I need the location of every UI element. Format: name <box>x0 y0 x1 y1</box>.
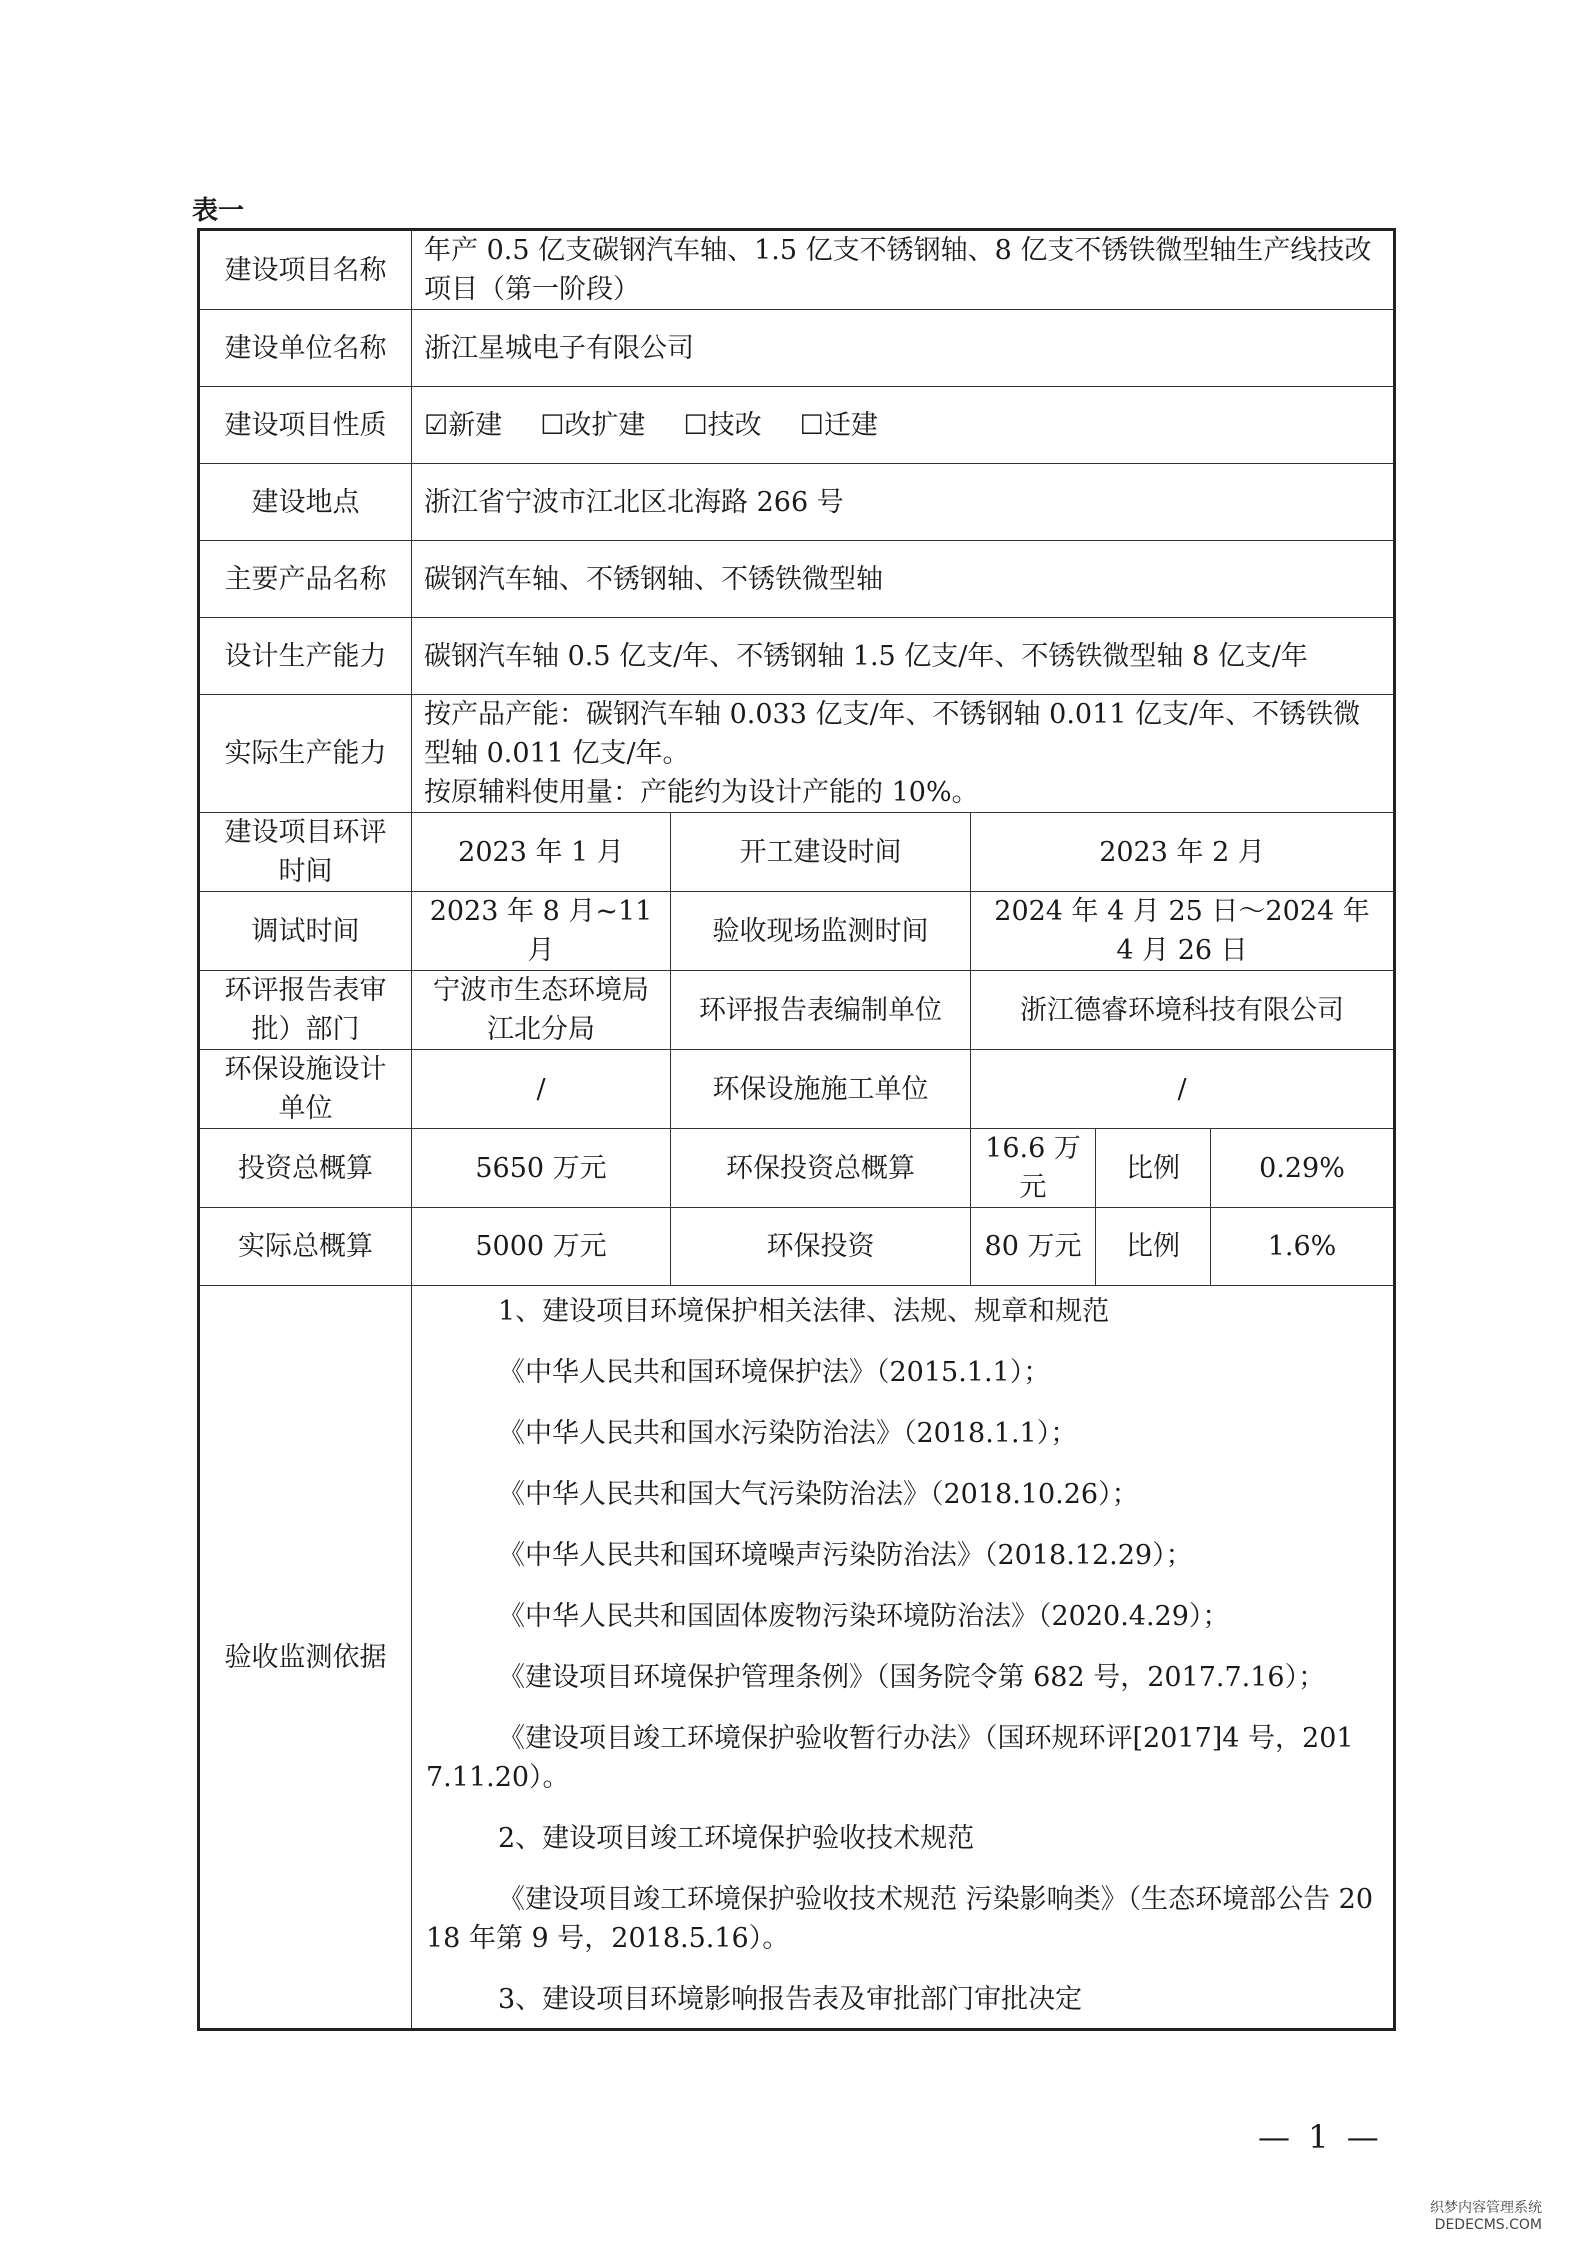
products-value: 碳钢汽车轴、不锈钢轴、不锈铁微型轴 <box>412 541 1395 618</box>
checkbox-relocation: ☐迁建 <box>799 409 878 441</box>
products-label: 主要产品名称 <box>199 541 412 618</box>
row-project-name <box>199 230 1395 310</box>
budget-ratio-value: 0.29% <box>1211 1129 1395 1208</box>
debug-time-value: 2023 年 8 月~11 月 <box>412 892 671 971</box>
row-actual-capacity <box>199 695 1395 813</box>
checkbox-new-build: ☑新建 <box>424 409 503 441</box>
start-time-value: 2023 年 2 月 <box>971 813 1395 892</box>
actual-capacity-line1: 按产品产能：碳钢汽车轴 0.033 亿支/年、不锈钢轴 0.011 亿支/年、不锈铁微型轴 0.011 亿支/年。 <box>424 699 1361 769</box>
page-number: — 1 — <box>1258 2118 1383 2156</box>
actual-capacity-line2: 按原辅料使用量：产能约为设计产能的 10%。 <box>424 777 979 808</box>
watermark-line1: 织梦内容管理系统 <box>1430 2200 1542 2216</box>
basis-line: 《中华人民共和国大气污染防治法》（2018.10.26）； <box>498 1478 1139 1510</box>
env-budget-value: 16.6 万元 <box>971 1129 1096 1208</box>
row-debug-time <box>199 892 1395 971</box>
project-name-value: 年产 0.5 亿支碳钢汽车轴、1.5 亿支不锈钢轴、8 亿支不锈铁微型轴生产线技改项目（第一阶段） <box>412 230 1395 310</box>
row-budget <box>199 1129 1395 1208</box>
row-basis <box>199 1286 1395 2030</box>
table-label: 表一 <box>192 196 245 226</box>
env-investment-label: 环保投资 <box>671 1208 971 1286</box>
debug-time-label: 调试时间 <box>199 892 412 971</box>
basis-line: 2、建设项目竣工环境保护验收技术规范 <box>498 1822 975 1854</box>
row-nature <box>199 387 1395 464</box>
row-approval <box>199 971 1395 1050</box>
eia-time-label: 建设项目环评时间 <box>199 813 412 892</box>
budget-label: 投资总概算 <box>199 1129 412 1208</box>
start-time-label: 开工建设时间 <box>671 813 971 892</box>
env-investment-value: 80 万元 <box>971 1208 1096 1286</box>
row-actual-budget <box>199 1208 1395 1286</box>
basis-line: 《中华人民共和国环境保护法》（2015.1.1）； <box>498 1356 1051 1388</box>
design-capacity-label: 设计生产能力 <box>199 618 412 695</box>
eia-time-value: 2023 年 1 月 <box>412 813 671 892</box>
nature-label: 建设项目性质 <box>199 387 412 464</box>
basis-line: 《中华人民共和国环境噪声污染防治法》（2018.12.29）； <box>498 1539 1193 1571</box>
basis-line: 3、建设项目环境影响报告表及审批部门审批决定 <box>498 1983 1083 2015</box>
design-unit-value: / <box>412 1050 671 1129</box>
actual-ratio-label: 比例 <box>1096 1208 1211 1286</box>
location-label: 建设地点 <box>199 464 412 541</box>
basis-line: 《中华人民共和国固体废物污染环境防治法》（2020.4.29）； <box>498 1600 1230 1632</box>
report-compiler-label: 环评报告表编制单位 <box>671 971 971 1050</box>
unit-name-label: 建设单位名称 <box>199 310 412 387</box>
actual-ratio-value: 1.6% <box>1211 1208 1395 1286</box>
project-info-table <box>197 228 1396 2031</box>
actual-capacity-value <box>412 695 1395 813</box>
actual-budget-value: 5000 万元 <box>412 1208 671 1286</box>
design-unit-label: 环保设施设计单位 <box>199 1050 412 1129</box>
approval-dept-label: 环评报告表审批）部门 <box>199 971 412 1050</box>
env-budget-label: 环保投资总概算 <box>671 1129 971 1208</box>
watermark-line2: DEDECMS.COM <box>1434 2217 1542 2233</box>
project-name-label: 建设项目名称 <box>199 230 412 310</box>
actual-budget-label: 实际总概算 <box>199 1208 412 1286</box>
nature-options <box>412 387 1395 464</box>
basis-content <box>412 1286 1395 2030</box>
actual-capacity-label: 实际生产能力 <box>199 695 412 813</box>
basis-line: 《中华人民共和国水污染防治法》（2018.1.1）； <box>498 1417 1078 1449</box>
monitoring-time-label: 验收现场监测时间 <box>671 892 971 971</box>
construction-unit-label: 环保设施施工单位 <box>671 1050 971 1129</box>
unit-name-value: 浙江星城电子有限公司 <box>412 310 1395 387</box>
watermark <box>1430 2200 1542 2234</box>
basis-label: 验收监测依据 <box>199 1286 412 2030</box>
row-unit-name <box>199 310 1395 387</box>
row-design-capacity <box>199 618 1395 695</box>
row-design-unit <box>199 1050 1395 1129</box>
design-capacity-value: 碳钢汽车轴 0.5 亿支/年、不锈钢轴 1.5 亿支/年、不锈铁微型轴 8 亿支/年 <box>412 618 1395 695</box>
approval-dept-value: 宁波市生态环境局江北分局 <box>412 971 671 1050</box>
report-compiler-value: 浙江德睿环境科技有限公司 <box>971 971 1395 1050</box>
row-products <box>199 541 1395 618</box>
location-value: 浙江省宁波市江北区北海路 266 号 <box>412 464 1395 541</box>
budget-value: 5650 万元 <box>412 1129 671 1208</box>
construction-unit-value: / <box>971 1050 1395 1129</box>
row-location <box>199 464 1395 541</box>
checkbox-expansion: ☐改扩建 <box>540 409 646 441</box>
basis-line: 《建设项目竣工环境保护验收暂行办法》（国环规环评[2017]4 号，2017.11.20）。 <box>426 1722 1354 1793</box>
basis-line: 1、建设项目环境保护相关法律、法规、规章和规范 <box>498 1295 1110 1327</box>
basis-line: 《建设项目竣工环境保护验收技术规范 污染影响类》（生态环境部公告 2018 年第 9 号，2018.5.16）。 <box>426 1883 1374 1954</box>
row-eia-time <box>199 813 1395 892</box>
budget-ratio-label: 比例 <box>1096 1129 1211 1208</box>
basis-line: 《建设项目环境保护管理条例》（国务院令第 682 号，2017.7.16）； <box>498 1661 1326 1693</box>
monitoring-time-value: 2024 年 4 月 25 日～2024 年 4 月 26 日 <box>971 892 1395 971</box>
checkbox-tech-renovation: ☐技改 <box>683 409 762 441</box>
